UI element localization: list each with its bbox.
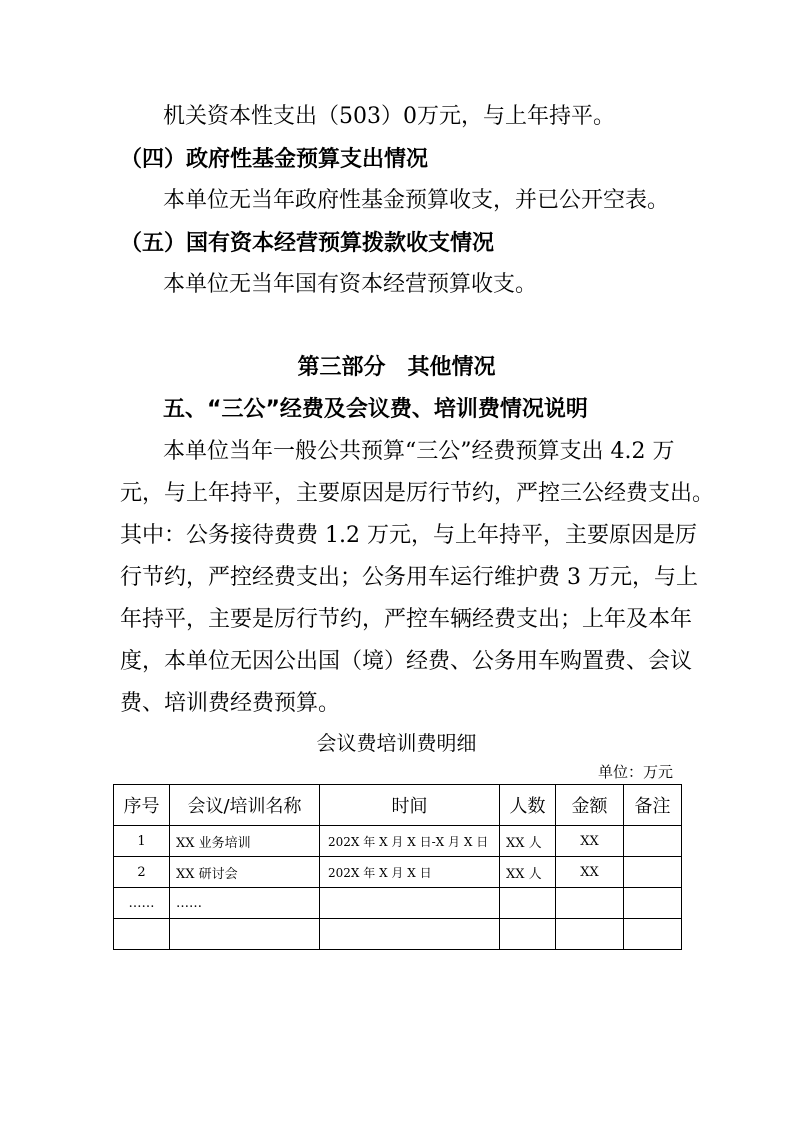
- body-line: 度，本单位无因公出国（境）经费、公务用车购置费、会议: [120, 649, 693, 674]
- table-title: 会议费培训费明细: [316, 731, 477, 755]
- heading-government-fund: （四）政府性基金预算支出情况: [120, 147, 429, 172]
- cell-name: XX 业务培训: [170, 826, 320, 857]
- part-title: 第三部分 其他情况: [297, 355, 496, 380]
- table-row: [114, 888, 682, 919]
- body-line: 年持平，主要是厉行节约，严控车辆经费支出；上年及本年: [120, 607, 693, 632]
- table-unit: 单位：万元: [597, 763, 673, 781]
- cell-index: 1: [114, 826, 170, 857]
- cell-people: XX 人: [500, 857, 556, 888]
- cell-name: [170, 919, 320, 950]
- cell-remark: [624, 857, 682, 888]
- body-line: 其中：公务接待费费 1.2 万元，与上年持平，主要原因是厉: [120, 523, 697, 548]
- body-line: 行节约，严控经费支出；公务用车运行维护费 3 万元，与上: [120, 565, 698, 590]
- cell-amount: XX: [556, 826, 624, 857]
- paragraph-capital-expenditure: 机关资本性支出（503）0万元，与上年持平。: [163, 104, 615, 129]
- cell-time: [320, 888, 500, 919]
- table-row: [114, 919, 682, 950]
- header-name: 会议/培训名称: [170, 785, 320, 826]
- paragraph-government-fund: 本单位无当年政府性基金预算收支，并已公开空表。: [163, 188, 670, 213]
- header-index: 序号: [114, 785, 170, 826]
- table-header-row: [114, 785, 682, 826]
- header-remark: 备注: [624, 785, 682, 826]
- header-amount: 金额: [556, 785, 624, 826]
- body-line: 费、培训费经费预算。: [120, 691, 341, 716]
- cell-time: [320, 919, 500, 950]
- cell-remark: [624, 888, 682, 919]
- cell-remark: [624, 919, 682, 950]
- body-line: 元，与上年持平，主要原因是厉行节约，严控三公经费支出。: [120, 481, 715, 506]
- cell-amount: XX: [556, 857, 624, 888]
- section-title: 五、“三公”经费及会议费、培训费情况说明: [163, 397, 588, 422]
- cell-name: XX 研讨会: [170, 857, 320, 888]
- heading-state-capital: （五）国有资本经营预算拨款收支情况: [120, 231, 495, 256]
- cell-people: [500, 888, 556, 919]
- paragraph-state-capital: 本单位无当年国有资本经营预算收支。: [163, 272, 538, 297]
- cell-remark: [624, 826, 682, 857]
- table-row: [114, 826, 682, 857]
- cell-index: ……: [114, 888, 170, 919]
- table-row: [114, 857, 682, 888]
- cell-index: [114, 919, 170, 950]
- body-line: 本单位当年一般公共预算“三公”经费预算支出 4.2 万: [163, 439, 675, 464]
- cell-people: [500, 919, 556, 950]
- cell-time: 202X 年 X 月 X 日: [320, 857, 500, 888]
- cell-time: 202X 年 X 月 X 日-X 月 X 日: [320, 826, 500, 857]
- cell-people: XX 人: [500, 826, 556, 857]
- cell-name: ……: [170, 888, 320, 919]
- meeting-training-table: [113, 784, 682, 950]
- header-time: 时间: [320, 785, 500, 826]
- cell-amount: [556, 888, 624, 919]
- cell-index: 2: [114, 857, 170, 888]
- header-people: 人数: [500, 785, 556, 826]
- cell-amount: [556, 919, 624, 950]
